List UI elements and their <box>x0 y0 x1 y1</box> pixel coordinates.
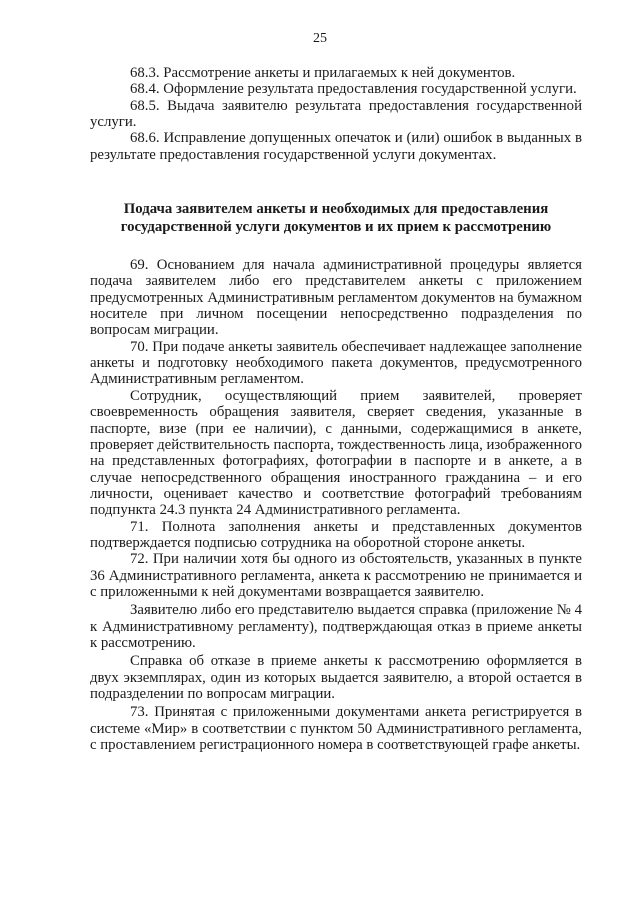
paragraph-refusal-copies: Справка об отказе в приеме анкеты к рассмотрению оформляется в двух экземплярах, один из которых выдается заявителю, а второй остается в подразделении по вопросам миграции. <box>90 653 582 702</box>
item-68-6: 68.6. Исправление допущенных опечаток и (или) ошибок в выданных в результате предоставления государственной услуги документах. <box>90 130 582 163</box>
section-heading: Подача заявителем анкеты и необходимых для предоставления государственной услуги документов и их прием к рассмотрению <box>120 201 552 236</box>
document-body <box>90 65 582 753</box>
paragraph-employee-check: Сотрудник, осуществляющий прием заявителей, проверяет своевременность обращения заявителя, сверяет сведения, указанные в паспорте, визе (при ее наличии), с данными, содержащимися в анкете, проверяет действительность паспорта, тождественность лица, изображенного на представленных фотографиях, фотографии в паспорте и в анкете, а в случае непосредственного обращения иностранного гражданина – и его личности, оценивает качество и соответствие фотографий требованиям подпункта 24.3 пункта 24 Административного регламента. <box>90 387 582 519</box>
paragraph-69: 69. Основанием для начала административной процедуры является подача заявителем либо его представителем анкеты с приложением предусмотренных Административным регламентом документов на бумажном носителе при личном посещении непосредственно подразделения по вопросам миграции. <box>90 257 582 339</box>
item-68-4: 68.4. Оформление результата предоставления государственной услуги. <box>130 81 577 98</box>
page-number: 25 <box>313 31 327 46</box>
item-68-3: 68.3. Рассмотрение анкеты и прилагаемых к ней документов. <box>130 65 516 81</box>
item-68-5: 68.5. Выдача заявителю результата предоставления государственной услуги. <box>90 97 582 131</box>
paragraph-73: 73. Принятая с приложенными документами анкета регистрируется в системе «Мир» в соответствии с пунктом 50 Административного регламента, с проставлением регистрационного номера в соответствующей графе анкеты. <box>90 704 582 754</box>
paragraph-70: 70. При подаче анкеты заявитель обеспечивает надлежащее заполнение анкеты и подготовку необходимого пакета документов, предусмотренного Административным регламентом. <box>90 338 582 388</box>
paragraph-72: 72. При наличии хотя бы одного из обстоятельств, указанных в пункте 36 Административного регламента, анкета к рассмотрению не принимается и с приложенными к ней документами возвращается заявителю. <box>90 551 582 600</box>
paragraph-refusal-certificate: Заявителю либо его представителю выдается справка (приложение № 4 к Административному регламенту), подтверждающая отказ в приеме анкеты к рассмотрению. <box>90 602 582 651</box>
paragraph-71: 71. Полнота заполнения анкеты и представленных документов подтверждается подписью сотрудника на оборотной стороне анкеты. <box>90 518 582 551</box>
